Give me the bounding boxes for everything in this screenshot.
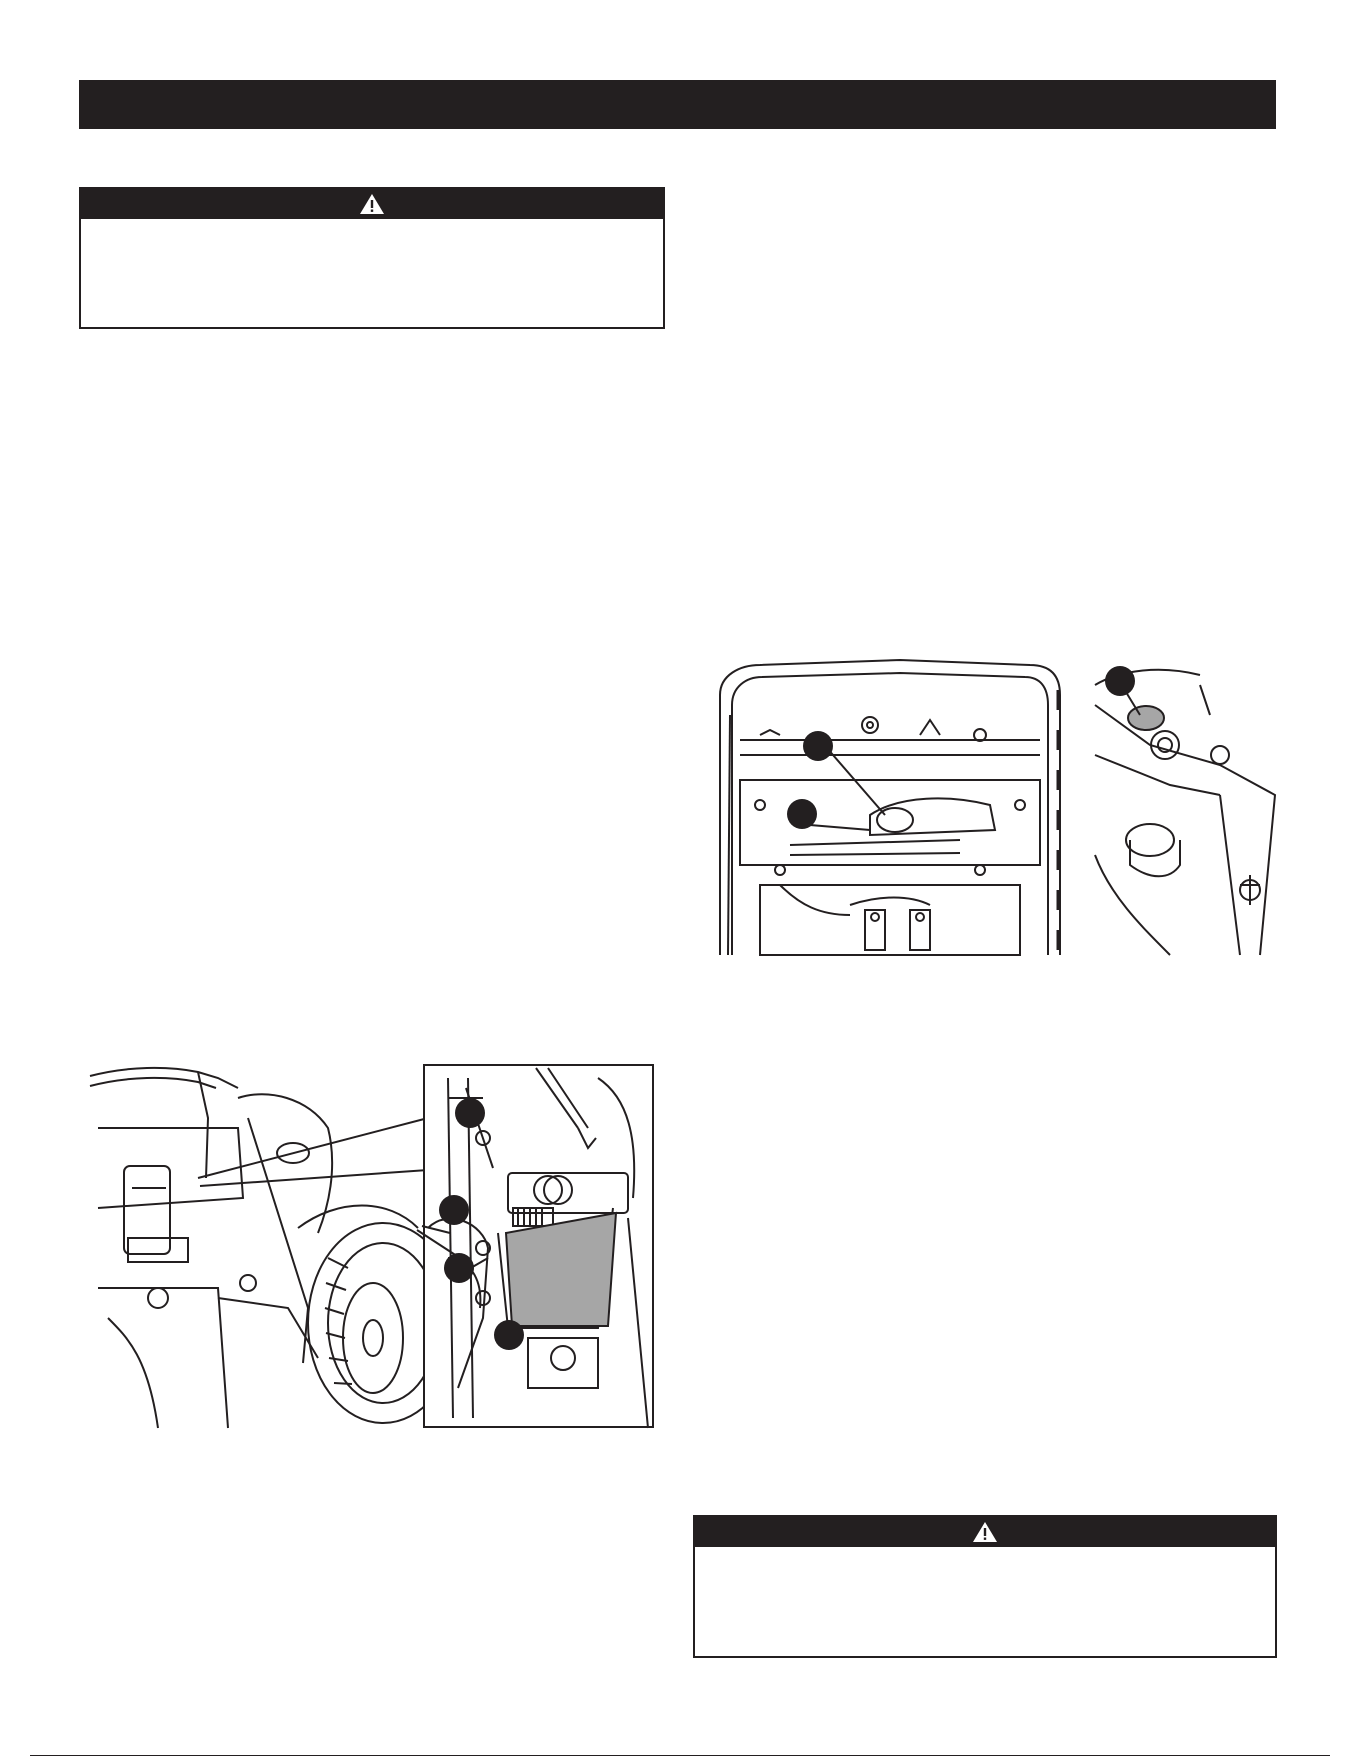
warning-header [81,189,663,219]
callout-circle [444,1253,474,1283]
warning-triangle-icon [359,193,385,215]
battery-location-figure [88,1058,658,1430]
callout-circle [803,731,833,761]
callout-circle [494,1320,524,1350]
footer-rule [30,1755,1330,1756]
section-header-bar [79,80,1276,129]
callout-circle [1105,666,1135,696]
warning-triangle-icon [972,1521,998,1543]
callout-circle [439,1195,469,1225]
callout-circle [455,1098,485,1128]
warning-header [695,1517,1275,1547]
callout-circle [787,799,817,829]
warning-box-bottom [693,1515,1277,1658]
warning-box-top [79,187,665,329]
